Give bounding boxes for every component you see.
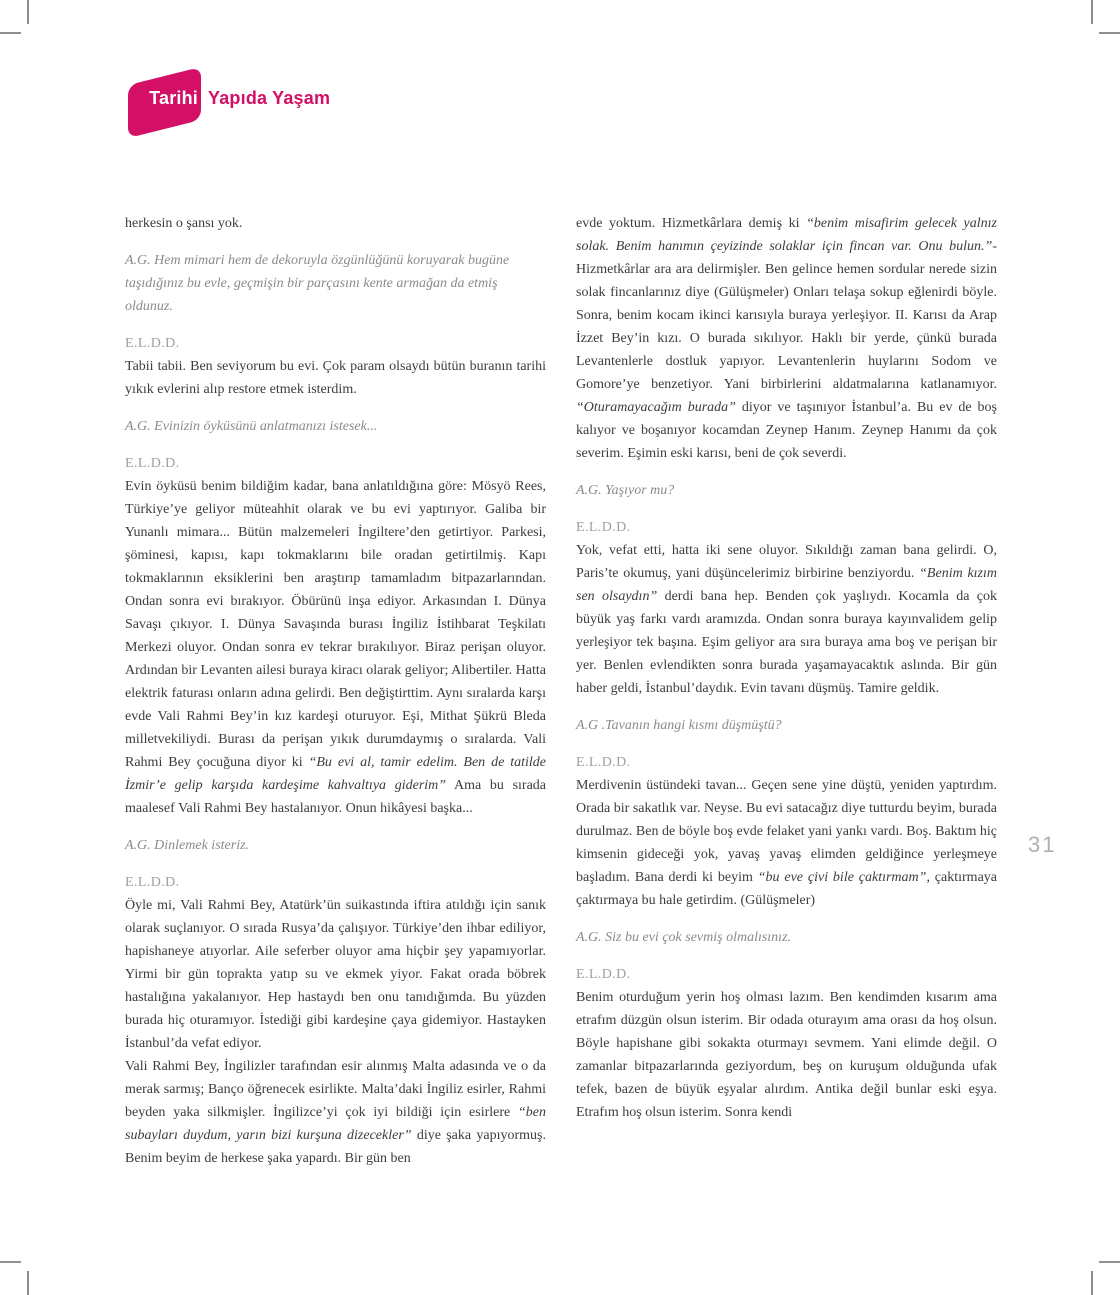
speaker-label: E.L.D.D.	[576, 520, 631, 535]
interviewer-question: A.G. Evinizin öyküsünü anlatmanızı istesek...	[125, 419, 378, 434]
crop-mark	[0, 1261, 21, 1263]
answer-paragraph: Evin öyküsü benim bildiğim kadar, bana anlatıldığına göre: Mösyö Rees, Türkiye’ye geliyor müteahhit olarak ve bu evi yaptırıyor. Galiba bir Yunanlı mimara... Bütün malzemeleri İngiltere’den getirtiyor. Parkesi, şöminesi, kapısı, kapı tokmaklarını bile oradan getirtilmiş. Kapı tokmaklarının eksiklerini ben araştırıp tamamladım bitpazarlarından. Ondan sonra evi bırakıyor. Öbürünü inşa ediyor. Arkasından I. Dünya Savaşı çıkıyor. I. Dünya Savaşında burası İngiliz İstihbarat Teşkilatı Merkezi oluyor. Ondan sonra ev tekrar bırakılıyor. Biraz perişan oluyor. Ardından bir Levanten ailesi buraya kiracı olarak geliyor; Alibertiler. Hatta elektrik faturası onların adına gelirdi. Ben değiştirttim. Aynı sıralarda karşı evde Vali Rahmi Bey’in kız kardeşi oturuyor. Eşi, Mithat Şükrü Bleda milletvekiliydi. Burası da perişan yıkık durumdaymış o sıralarda. Vali Rahmi Bey çocuğuna diyor ki “Bu evi al, tamir edelim. Ben de tatilde İzmir’e gelip karşıda kardeşime kahvaltıya giderim” Ama bu sırada maalesef Vali Rahmi Bey hastalanıyor. Onun hikâyesi başka...	[125, 479, 547, 816]
logo-title: Yapıda Yaşam	[208, 88, 331, 108]
logo-badge-label: Tarihi	[149, 88, 198, 108]
page-number: 31	[1028, 832, 1057, 857]
answer-paragraph: Merdivenin üstündeki tavan... Geçen sene yine düştü, yeniden yaptırdım. Orada bir sakatlık var. Neyse. Bu evi satacağız diye tutturdu beyim, burada durulmaz. Ben de böyle boş evde felaket yani yankı vardı. Boş. Baktım hiç kimsenin gideceği yok, yavaş yavaş elimden geldiğince yerleşmeye başladım. Bana derdi ki beyim “bu eve çivi bile çaktırmam”, çaktırmaya çaktırmaya bu hale getirdim. (Gülüşmeler)	[576, 778, 997, 908]
crop-mark	[27, 1271, 29, 1295]
speaker-label: E.L.D.D.	[576, 967, 631, 982]
answer-paragraph: Benim oturduğum yerin hoş olması lazım. Ben kendimden kısarım ama etrafım düzgün olsun isterim. Bir odada oturayım ama orası da hoş olsun. Böyle hapishane gibi sokakta oturmayı sevmem. Yani elimde değil. O zamanlar bitpazarlarında geziyordum, beş on kuruşum olduğunda ufak tefek, bazen de büyük eşyalar alırdım. Antika değil bunlar eski eşya. Etrafım hoş olsun isterim. Sonra kendi	[576, 990, 997, 1120]
crop-mark	[1091, 1271, 1093, 1295]
speaker-label: E.L.D.D.	[125, 336, 180, 351]
interviewer-question: A.G. Siz bu evi çok sevmiş olmalısınız.	[576, 930, 792, 945]
article-columns	[125, 212, 997, 1184]
speaker-label: E.L.D.D.	[576, 755, 631, 770]
answer-paragraph: herkesin o şansı yok.	[125, 216, 243, 231]
left-column	[125, 212, 546, 1184]
crop-mark	[27, 0, 29, 24]
interviewer-question: A.G .Tavanın hangi kısmı düşmüştü?	[576, 718, 782, 733]
crop-mark	[1091, 0, 1093, 24]
right-column	[576, 212, 997, 1184]
answer-paragraph: Öyle mi, Vali Rahmi Bey, Atatürk’ün suikastında iftira atıldığı için sanık olarak suçlanıyor. O sırada Rusya’da çalışıyor. Türkiye’den ihbar ediliyor, hapishaneye atıyorlar. Aile seferber oluyor ama hiçbir şey yapamıyorlar. Yirmi bir gün toprakta yatıp su ve ekmek yiyor. Fakat orada böbrek hastalığına yakalanıyor. Hep hastaydı ben onu tanıdığımda. Bu yüzden burada hiç oturamıyor. İstediği gibi kardeşine çaya gidemiyor. Hastayken İstanbul’da vefat ediyor.	[125, 898, 546, 1051]
crop-mark	[0, 32, 21, 34]
answer-paragraph: evde yoktum. Hizmetkârlara demiş ki “benim misafirim gelecek yalnız solak. Benim hanımın çeyizinde solaklar için fincan var. Onu bulun.”- Hizmetkârlar ara ara delirmişler. Ben gelince hemen sordular nerede sizin solak fincanlarınız diye (Gülüşmeler) Onları telaşa sokup eğlenirdi böyle. Sonra, benim kocam ikinci karısıyla buraya yerleşiyor. II. Karısı da Arap İzzet Bey’in kızı. O burada sıkılıyor. Haklı bir yerde, çünkü burada Levantenlerle dostluk yapıyor. Levantenlerin huylarını Sodom ve Gomore’ye benzetiyor. Yani birbirlerini aldatmalarına katlanamıyor. “Oturamayacağım burada” diyor ve taşınıyor İstanbul’a. Bu ev de boş kalıyor ve boşanıyor kocamdan Zeynep Hanım. Zeynep Hanımı da çok severim. Eşimin eski karısı, beni de çok severdi.	[576, 216, 998, 461]
answer-paragraph: Yok, vefat etti, hatta iki sene oluyor. Sıkıldığı zaman bana gelirdi. O, Paris’te okumuş, yani düşüncelerimiz birbirine benziyordu. “Benim kızım sen olsaydın” derdi bana hep. Benden çok yaşlıydı. Kocamla da çok büyük yaş farkı vardı aramızda. Ondan sonra buraya kayınvalidem gelip yerleşiyor tek başına. Eşim geliyor ara sıra buraya ama boş ve perişan bir yer. Benlen evlendikten sonra burada yaşamayacaktık aslında. Bir gün haber geldi, İstanbul’daydık. Evin tavanı düşmüş. Tamire geldik.	[576, 543, 997, 696]
interviewer-question: A.G. Hem mimari hem de dekoruyla özgünlüğünü koruyarak bugüne taşıdığınız bu evle, geçmişin bir parçasını kente armağan da etmiş oldunuz.	[125, 253, 510, 314]
answer-paragraph: Tabii tabii. Ben seviyorum bu evi. Çok param olsaydı bütün buranın tarihi yıkık evlerini alıp restore etmek isterdim.	[125, 359, 546, 397]
crop-mark	[1099, 32, 1120, 34]
interviewer-question: A.G. Yaşıyor mu?	[576, 483, 675, 498]
crop-mark	[1099, 1261, 1120, 1263]
speaker-label: E.L.D.D.	[125, 456, 180, 471]
speaker-label: E.L.D.D.	[125, 875, 180, 890]
interviewer-question: A.G. Dinlemek isteriz.	[125, 838, 250, 853]
answer-paragraph: Vali Rahmi Bey, İngilizler tarafından esir alınmış Malta adasında ve o da merak sarmış; Banço öğrenecek esirlikte. Malta’daki İngiliz esirler, Rahmi beyden yaka silkmişler. İngilizce’yi çok iyi bildiği için esirlere “ben subayları duydum, yarın bizi kurşuna dizecekler” diye şaka yapıyormuş. Benim beyim de herkese şaka yapardı. Bir gün ben	[125, 1059, 546, 1166]
